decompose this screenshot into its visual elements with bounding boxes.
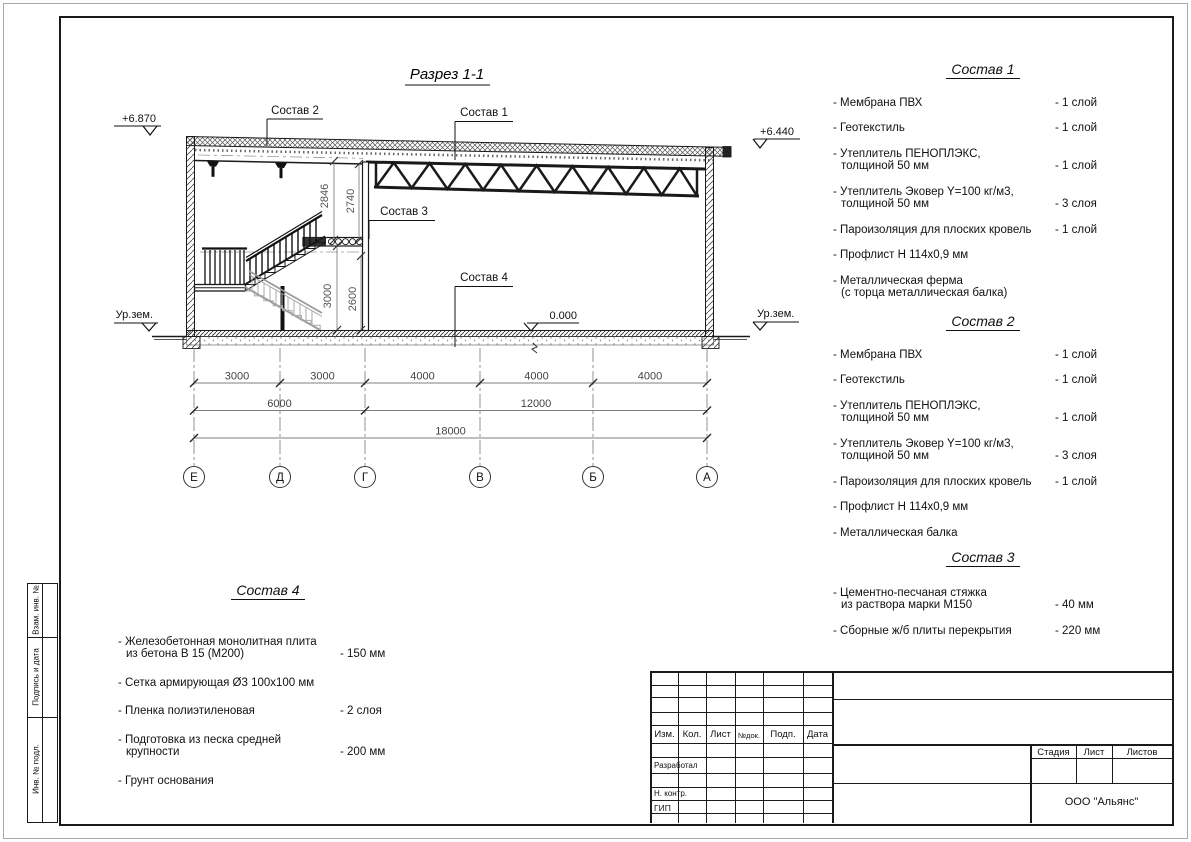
tb-col-izm: Изм. xyxy=(654,729,675,740)
svg-text:+6.440: +6.440 xyxy=(760,126,794,138)
svg-text:Состав 4: Состав 4 xyxy=(460,272,508,284)
list-item: - Геотекстиль - 1 слой xyxy=(833,374,1098,386)
list-item: - Грунт основания xyxy=(118,774,214,787)
svg-text:Ур.зем.: Ур.зем. xyxy=(115,309,153,321)
tb-row-nkontr: Н. контр. xyxy=(654,789,688,798)
tb-col-podp: Подп. xyxy=(770,729,796,740)
sostav3-list xyxy=(833,551,1133,650)
axis-bubbles xyxy=(184,467,718,488)
list-item: - Сборные ж/б плиты перекрытия - 220 мм xyxy=(833,624,1101,637)
sostav4-title: Состав 4 xyxy=(231,584,304,600)
list-item: - Утеплитель Эковер Y=100 кг/м3, толщиной 50 мм - 3 слоя xyxy=(833,437,1097,462)
list-item: - Пароизоляция для плоских кровель - 1 слой xyxy=(833,223,1098,236)
list-item: - Металлическая ферма (с торца металлическая балка) xyxy=(833,274,1008,299)
list-item: - Профлист Н 114х0,9 мм xyxy=(833,249,969,261)
axis-bubble-g: Г xyxy=(361,472,369,484)
list-item: - Железобетонная монолитная плита из бетона В 15 (М200) - 150 мм xyxy=(118,635,386,660)
roof-truss xyxy=(366,162,705,196)
roof xyxy=(187,137,732,161)
axis-bubble-d: Д xyxy=(276,472,284,484)
svg-text:Состав 1: Состав 1 xyxy=(460,107,508,119)
elevation-mark-top-right xyxy=(753,126,800,148)
floor-slab xyxy=(152,331,750,354)
tb-col-ndok: №док. xyxy=(738,731,760,740)
tb-col-kol: Кол. xyxy=(682,729,702,740)
sostav2-title: Состав 2 xyxy=(946,315,1019,331)
tb-row-gip: ГИП xyxy=(654,803,671,813)
list-item: - Геотекстиль - 1 слой xyxy=(833,122,1098,134)
list-item: - Металлическая балка xyxy=(833,526,958,539)
stamp-label-vzam: Взам. инв. № xyxy=(31,585,41,635)
stamp-label-inv: Инв. № подл. xyxy=(31,744,41,794)
ground-level-mark-left xyxy=(114,309,158,331)
section-title-text: Разрез 1-1 xyxy=(409,66,485,83)
svg-text:Состав 3: Состав 3 xyxy=(380,206,428,218)
dim-g-v: 4000 xyxy=(410,370,435,383)
drawing-title xyxy=(405,66,490,85)
wall-axis-g xyxy=(363,162,369,331)
dim-e-d: 3000 xyxy=(224,370,250,383)
dim-b-a: 4000 xyxy=(637,370,663,383)
sostav1-list xyxy=(833,63,1133,313)
axis-bubble-v: В xyxy=(476,472,484,484)
dim-g-a: 12000 xyxy=(520,398,552,410)
roof-beam-left xyxy=(195,155,366,178)
list-item: - Пароизоляция для плоских кровель - 1 слой xyxy=(833,475,1098,488)
tb-sheets: Листов xyxy=(1126,747,1158,758)
tb-stage: Стадия xyxy=(1037,747,1070,758)
svg-text:0.000: 0.000 xyxy=(549,310,577,322)
vdim-2740: 2740 xyxy=(345,188,357,214)
vdim-2600: 2600 xyxy=(347,286,359,312)
stamp-label-podpis: Подпись и дата xyxy=(31,648,41,706)
dimension-chains xyxy=(190,371,711,443)
list-item: - Подготовка из песка средней крупности - 200 мм xyxy=(118,733,386,758)
svg-text:Ур.зем.: Ур.зем. xyxy=(757,308,795,320)
dim-v-b: 4000 xyxy=(524,370,549,383)
list-item: - Утеплитель Эковер Y=100 кг/м3, толщиной 50 мм - 3 слоя xyxy=(833,185,1097,210)
dim-total: 18000 xyxy=(435,425,466,438)
list-item: - Цементно-песчаная стяжка из раствора марки М150 - 40 мм xyxy=(833,586,1094,611)
dim-e-g: 6000 xyxy=(267,398,292,410)
list-item: - Утеплитель ПЕНОПЛЭКС, толщиной 50 мм - 1 слой xyxy=(833,147,1098,172)
svg-text:+6.870: +6.870 xyxy=(122,113,156,125)
wall-axis-e xyxy=(187,137,195,337)
sostav4-list xyxy=(118,584,418,800)
staircase xyxy=(195,212,326,331)
elevation-mark-top-left xyxy=(114,113,161,135)
axis-bubble-a: А xyxy=(703,472,711,484)
tb-col-data: Дата xyxy=(806,729,829,740)
leader-sostav-3 xyxy=(369,206,435,239)
wall-axis-a xyxy=(706,148,714,337)
list-item: - Мембрана ПВХ - 1 слой xyxy=(833,348,1098,361)
sostav2-list xyxy=(833,315,1133,552)
vdim-2846: 2846 xyxy=(319,183,331,209)
tb-row-razrabotal: Разработал xyxy=(654,761,698,770)
dim-d-g: 3000 xyxy=(310,370,335,383)
svg-text:Состав 2: Состав 2 xyxy=(271,105,319,117)
list-item: - Утеплитель ПЕНОПЛЭКС, толщиной 50 мм - 1 слой xyxy=(833,399,1098,424)
list-item: - Пленка полиэтиленовая - 2 слоя xyxy=(118,705,382,717)
tb-sheet: Лист xyxy=(1083,747,1105,758)
ground-level-mark-right xyxy=(753,308,799,330)
list-item: - Мембрана ПВХ - 1 слой xyxy=(833,96,1098,109)
elevation-mark-floor xyxy=(524,310,579,331)
axis-bubble-e: Е xyxy=(190,472,198,484)
tb-company: ООО "Альянс" xyxy=(1064,796,1139,808)
sostav1-title: Состав 1 xyxy=(946,63,1019,79)
axis-bubble-b: Б xyxy=(589,472,597,484)
vdim-3000: 3000 xyxy=(322,283,334,309)
list-item: - Профлист Н 114х0,9 мм xyxy=(833,501,969,513)
sostav3-title: Состав 3 xyxy=(946,551,1019,567)
list-item: - Сетка армирующая Ø3 100х100 мм xyxy=(118,676,315,689)
tb-col-list: Лист xyxy=(710,729,731,740)
